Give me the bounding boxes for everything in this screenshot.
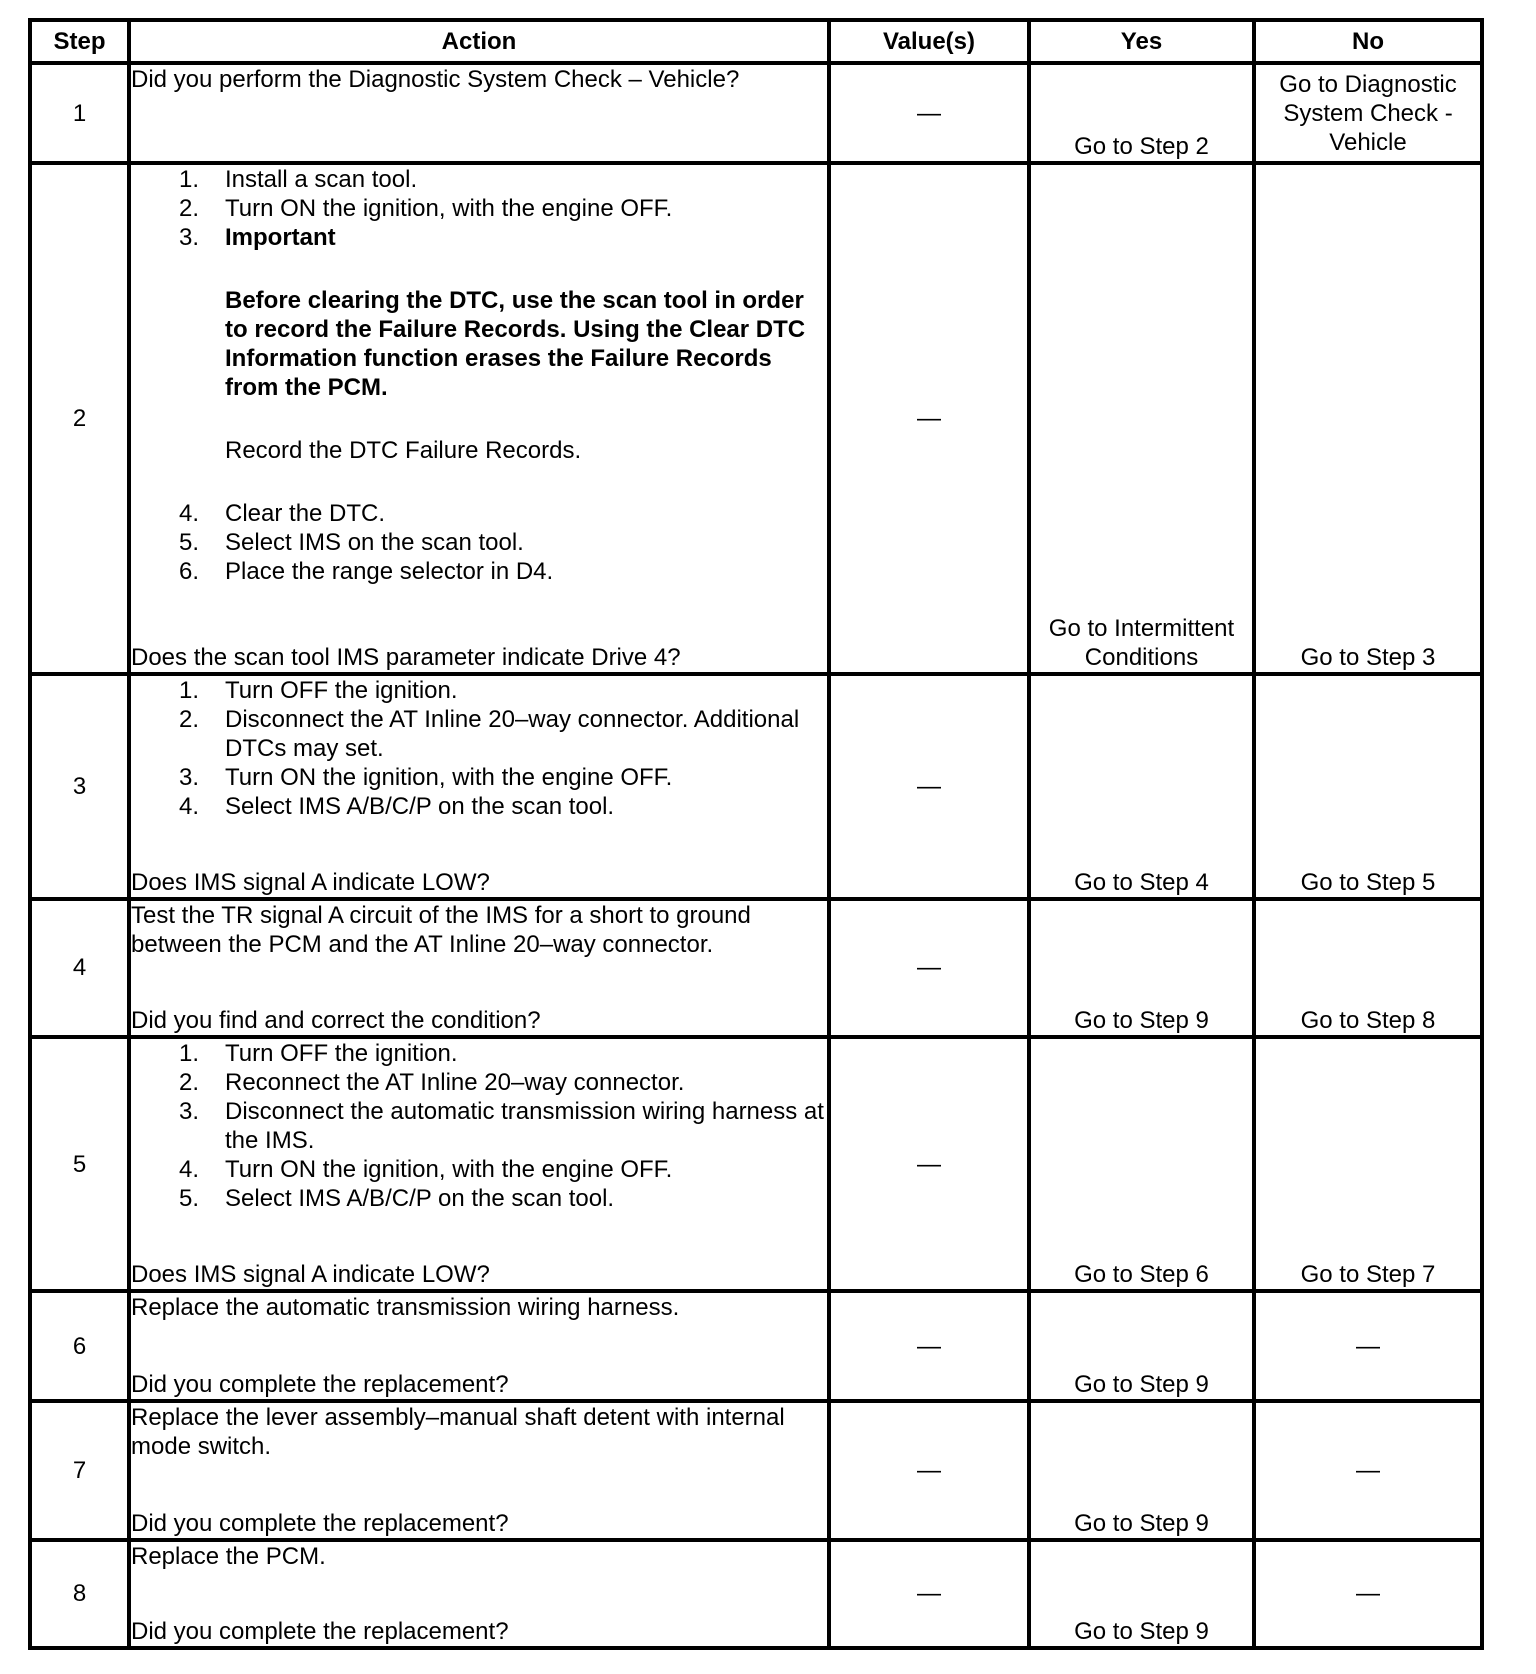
table-row (30, 1401, 1482, 1539)
header-values: Value(s) (829, 20, 1029, 63)
yes-cell: Go to Step 9 (1029, 1401, 1254, 1539)
step-number: 8 (30, 1540, 129, 1648)
list-item: 2. Disconnect the AT Inline 20–way connector. Additional DTCs may set. (179, 706, 800, 763)
yes-cell: Go to Step 9 (1029, 1291, 1254, 1401)
value-cell: — (829, 674, 1029, 898)
step-number: 7 (30, 1401, 129, 1539)
value-cell: — (829, 1401, 1029, 1539)
list-item: 4. Turn ON the ignition, with the engine OFF. (179, 1155, 673, 1183)
list-item: 5. Select IMS A/B/C/P on the scan tool. (179, 1184, 615, 1212)
value-cell: — (829, 1540, 1029, 1648)
step-number: 6 (30, 1291, 129, 1401)
action-cell (129, 674, 829, 898)
list-item: 6. Place the range selector in D4. (179, 558, 554, 586)
list-item: 5. Select IMS on the scan tool. (179, 529, 524, 557)
header-action: Action (129, 20, 829, 63)
action-steps (131, 1039, 827, 1213)
yes-cell: Go to Step 6 (1029, 1037, 1254, 1291)
table-row (30, 63, 1482, 163)
important-note: Before clearing the DTC, use the scan tool in order to record the Failure Records. Using the Clear DTC Information function erases the Failure Records from the PCM. (225, 287, 806, 402)
action-cell (129, 63, 829, 163)
header-row (30, 20, 1482, 63)
table-row (30, 899, 1482, 1037)
table-row (30, 674, 1482, 898)
list-item: 2. Turn ON the ignition, with the engine OFF. (179, 195, 673, 223)
important-title: Important (225, 224, 336, 252)
action-cell (129, 1037, 829, 1291)
step-number: 3 (30, 674, 129, 898)
value-cell: — (829, 1291, 1029, 1401)
header-step: Step (30, 20, 129, 63)
action-text: Replace the PCM. (131, 1542, 326, 1570)
no-cell: Go to Step 8 (1254, 899, 1482, 1037)
header-no: No (1254, 20, 1482, 63)
list-item: 4. Select IMS A/B/C/P on the scan tool. (179, 793, 615, 821)
list-item: 4. Clear the DTC. (179, 500, 386, 528)
yes-cell: Go to Step 9 (1029, 1540, 1254, 1648)
action-text: Replace the lever assembly–manual shaft detent with internal mode switch. (131, 1404, 785, 1461)
list-item: 1. Turn OFF the ignition. (179, 1039, 458, 1067)
list-item: 1. Install a scan tool. (179, 166, 418, 194)
action-text: Replace the automatic transmission wiring harness. (131, 1294, 680, 1322)
step-number: 2 (30, 163, 129, 674)
table-row (30, 1037, 1482, 1291)
list-item: 3. Turn ON the ignition, with the engine OFF. (179, 764, 673, 792)
action-question: Does IMS signal A indicate LOW? (131, 868, 490, 896)
list-item: 3. Disconnect the automatic transmission wiring harness at the IMS. (179, 1097, 824, 1154)
no-cell: Go to Step 7 (1254, 1037, 1482, 1291)
no-cell: — (1254, 1291, 1482, 1401)
action-cell (129, 163, 829, 674)
yes-cell: Go to Step 2 (1029, 63, 1254, 163)
step-number: 1 (30, 63, 129, 163)
yes-cell: Go to Intermittent Conditions (1029, 163, 1254, 674)
step-number: 4 (30, 899, 129, 1037)
action-cell (129, 1401, 829, 1539)
value-cell: — (829, 63, 1029, 163)
action-text: Test the TR signal A circuit of the IMS for a short to ground between the PCM and the AT Inline 20–way connector. (131, 901, 751, 958)
table-row (30, 1291, 1482, 1401)
value-cell: — (829, 899, 1029, 1037)
list-item: 1. Turn OFF the ignition. (179, 677, 458, 705)
action-steps (131, 676, 827, 821)
action-question: Did you complete the replacement? (131, 1509, 509, 1537)
no-cell: Go to Diagnostic System Check - Vehicle (1254, 63, 1482, 163)
diagnostic-table (28, 18, 1484, 1650)
list-item: 2. Reconnect the AT Inline 20–way connector. (179, 1068, 685, 1096)
action-cell (129, 1540, 829, 1648)
value-cell: — (829, 1037, 1029, 1291)
step-number: 5 (30, 1037, 129, 1291)
no-cell: — (1254, 1401, 1482, 1539)
action-cell (129, 899, 829, 1037)
action-question: Did you complete the replacement? (131, 1371, 509, 1399)
action-question: Did you complete the replacement? (131, 1618, 509, 1645)
yes-cell: Go to Step 4 (1029, 674, 1254, 898)
value-cell: — (829, 163, 1029, 674)
action-steps (131, 165, 827, 586)
no-cell: Go to Step 3 (1254, 163, 1482, 674)
action-cell (129, 1291, 829, 1401)
action-question: Does IMS signal A indicate LOW? (131, 1261, 490, 1289)
important-record: Record the DTC Failure Records. (225, 437, 582, 465)
table-row (30, 163, 1482, 674)
action-text: Did you perform the Diagnostic System Check – Vehicle? (131, 66, 740, 93)
table-row (30, 1540, 1482, 1648)
header-yes: Yes (1029, 20, 1254, 63)
action-question: Did you find and correct the condition? (131, 1006, 541, 1034)
no-cell: — (1254, 1540, 1482, 1648)
no-cell: Go to Step 5 (1254, 674, 1482, 898)
yes-cell: Go to Step 9 (1029, 899, 1254, 1037)
list-item: 3. Important Before clearing the DTC, use the scan tool in order to record the Failure Records. Using the Clear DTC Information function erases the Failure Records from the PCM. Record the DTC Failure Records. (131, 223, 827, 499)
action-question: Does the scan tool IMS parameter indicate Drive 4? (131, 644, 681, 672)
